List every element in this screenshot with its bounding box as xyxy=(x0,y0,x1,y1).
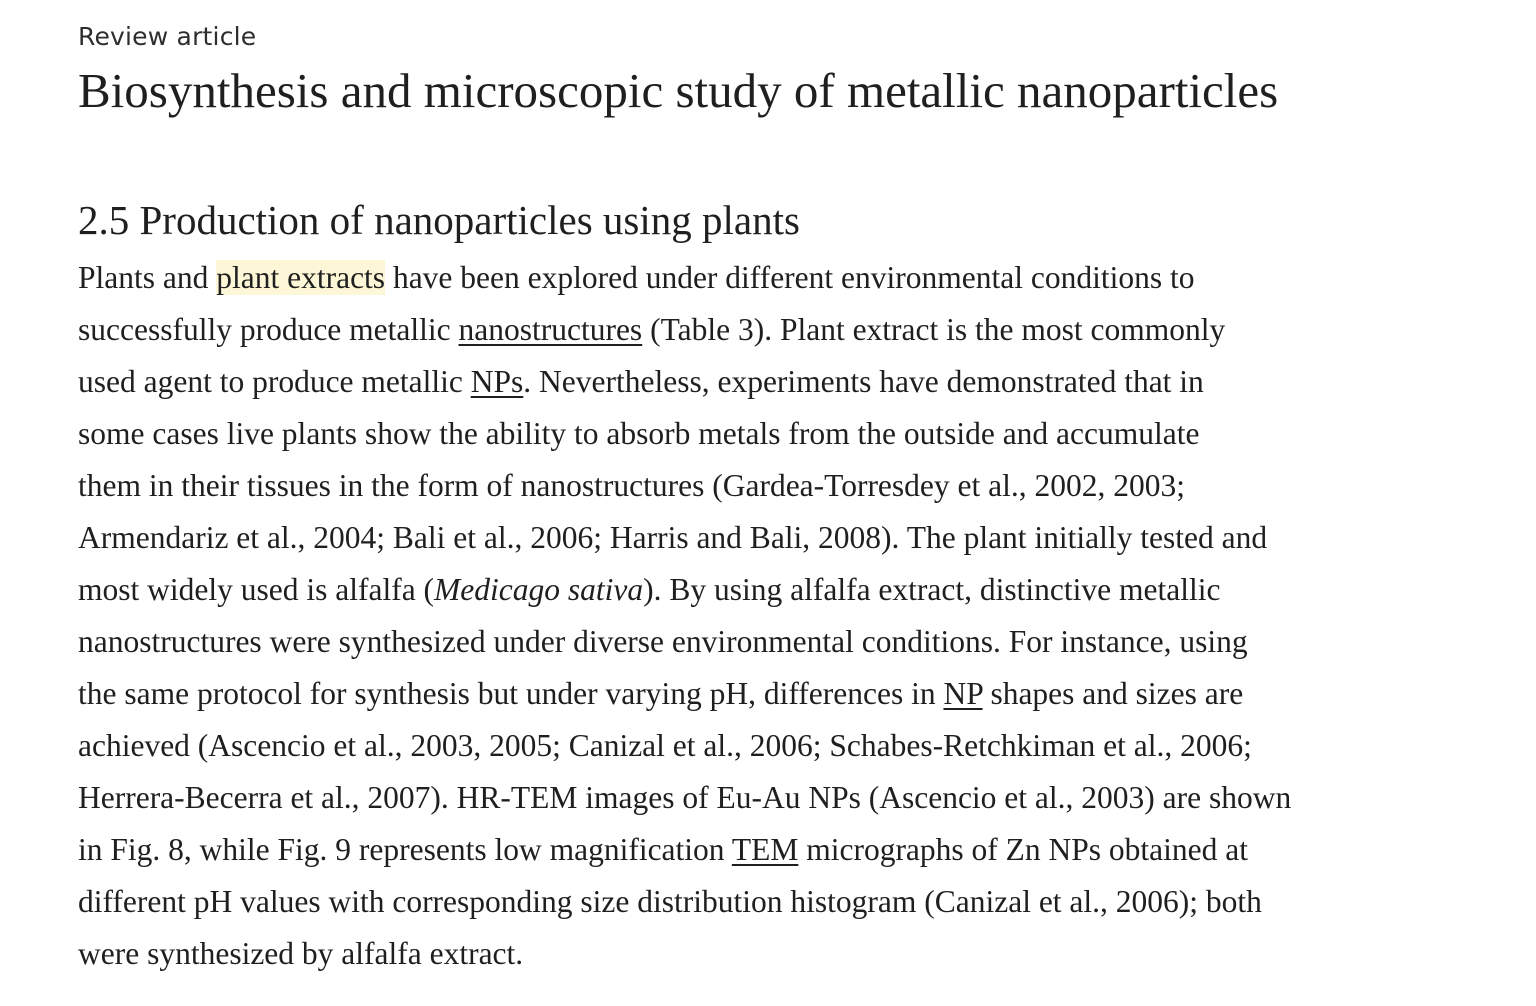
term-link-nps[interactable]: NPs xyxy=(470,364,524,399)
text-span: have been explored under different environmental conditions to xyxy=(385,260,1195,295)
paragraph-line: Herrera-Becerra et al., 2007). HR-TEM images of Eu-Au NPs (Ascencio et al., 2003) are shown xyxy=(78,780,1292,815)
text-span: successfully produce metallic xyxy=(78,312,459,347)
text-span: Plants and xyxy=(78,260,217,295)
term-link-np[interactable]: NP xyxy=(943,676,983,711)
paragraph-line: some cases live plants show the ability to absorb metals from the outside and accumulate xyxy=(78,416,1200,451)
paragraph-line xyxy=(78,668,1468,720)
species-name: Medicago sativa xyxy=(434,572,644,607)
text-span: ). By using alfalfa extract, distinctive metallic xyxy=(643,572,1221,607)
text-span: (Table 3). Plant extract is the most commonly xyxy=(642,312,1226,347)
text-span: micrographs of Zn NPs obtained at xyxy=(798,832,1249,867)
term-link-tem[interactable]: TEM xyxy=(731,832,799,867)
paragraph-line: were synthesized by alfalfa extract. xyxy=(78,936,524,971)
paragraph-line xyxy=(78,252,1468,304)
text-span: in Fig. 8, while Fig. 9 represents low magnification xyxy=(78,832,732,867)
paragraph-line: nanostructures were synthesized under diverse environmental conditions. For instance, using xyxy=(78,624,1248,659)
article-title: Biosynthesis and microscopic study of metallic nanoparticles xyxy=(78,63,1279,118)
term-link-nanostructures[interactable]: nanostructures xyxy=(458,312,643,347)
paragraph-line xyxy=(78,564,1468,616)
text-span: the same protocol for synthesis but under varying pH, differences in xyxy=(78,676,944,711)
section-heading: 2.5 Production of nanoparticles using plants xyxy=(78,197,800,243)
text-span: . Nevertheless, experiments have demonstrated that in xyxy=(523,364,1204,399)
paragraph-line: achieved (Ascencio et al., 2003, 2005; Canizal et al., 2006; Schabes-Retchkiman et al., 2006; xyxy=(78,728,1252,763)
paragraph-line: Armendariz et al., 2004; Bali et al., 2006; Harris and Bali, 2008). The plant initially tested and xyxy=(78,520,1268,555)
paragraph-line: them in their tissues in the form of nanostructures (Gardea-Torresdey et al., 2002, 2003; xyxy=(78,468,1185,503)
highlighted-term-plant-extracts[interactable]: plant extracts xyxy=(216,260,386,295)
text-span: used agent to produce metallic xyxy=(78,364,471,399)
article-type-label: Review article xyxy=(78,22,257,51)
paragraph-line xyxy=(78,824,1468,876)
paragraph-line xyxy=(78,304,1468,356)
paragraph-line xyxy=(78,356,1468,408)
text-span: shapes and sizes are xyxy=(982,676,1244,711)
section-paragraph xyxy=(78,252,1468,980)
paragraph-line: different pH values with corresponding size distribution histogram (Canizal et al., 2006); both xyxy=(78,884,1262,919)
text-span: most widely used is alfalfa ( xyxy=(78,572,435,607)
